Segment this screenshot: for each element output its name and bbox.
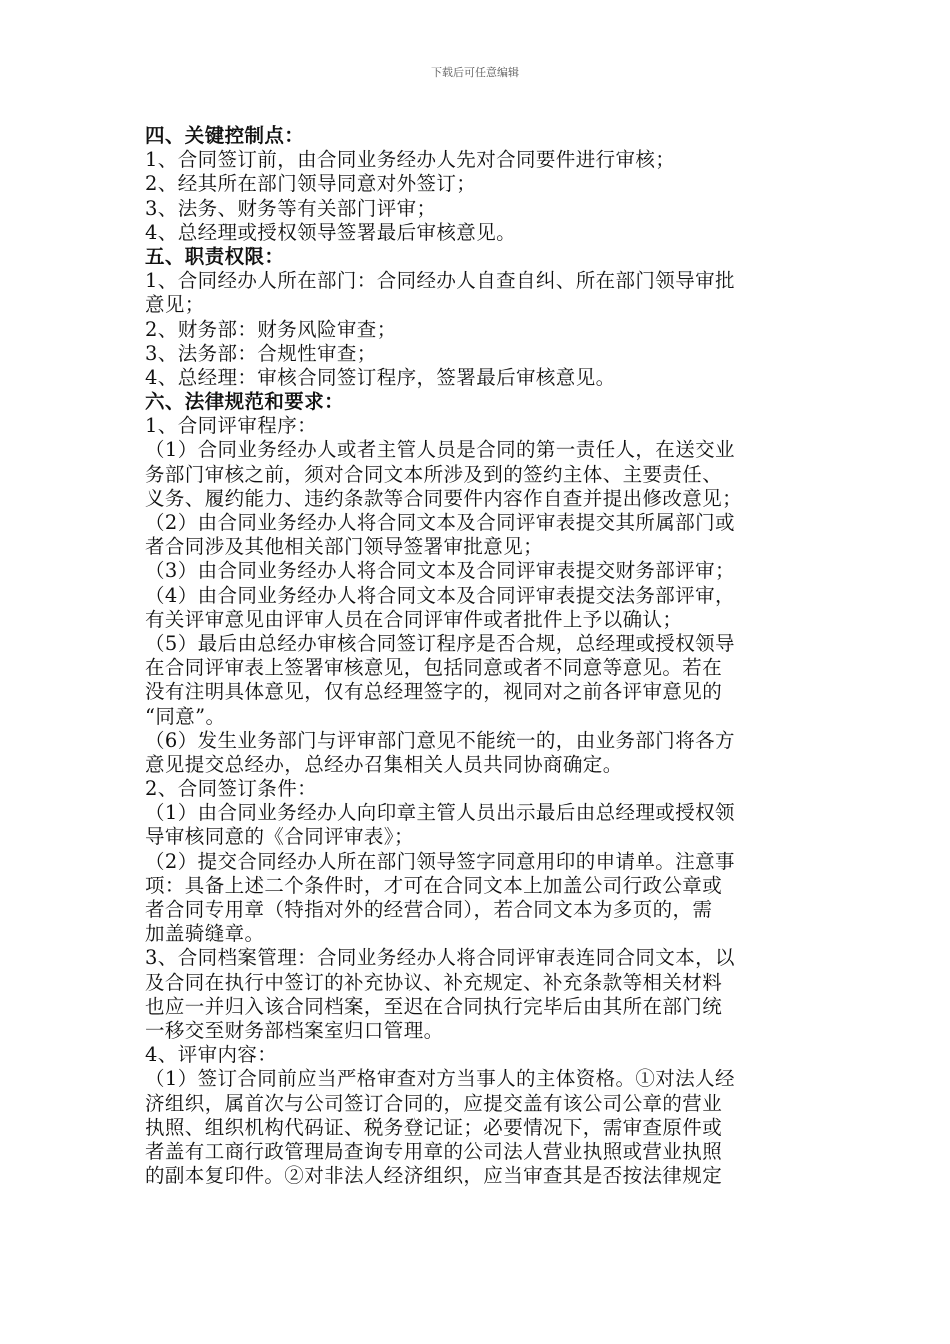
text-line: （3）由合同业务经办人将合同文本及合同评审表提交财务部评审； — [145, 559, 735, 583]
section-heading: 六、法律规范和要求： — [145, 390, 345, 414]
text-line: 执照、组织机构代码证、税务登记证；必要情况下，需审查原件或 — [145, 1115, 723, 1139]
text-line: 导审核同意的《合同评审表》； — [145, 825, 414, 849]
text-line: （1）签订合同前应当严格审查对方当事人的主体资格。①对法人经 — [145, 1067, 735, 1091]
text-line: 1、合同评审程序： — [145, 414, 318, 438]
text-line: （4）由合同业务经办人将合同文本及合同评审表提交法务部评审， — [145, 583, 735, 607]
text-line: 在合同评审表上签署审核意见，包括同意或者不同意等意见。若在 — [145, 656, 723, 680]
text-line: （2）由合同业务经办人将合同文本及合同评审表提交其所属部门或 — [145, 511, 735, 534]
text-line: “同意”。 — [145, 704, 226, 728]
text-line: 3、法务部：合规性审查； — [145, 341, 377, 365]
text-line: 4、评审内容： — [145, 1043, 278, 1067]
text-line: （1）合同业务经办人或者主管人员是合同的第一责任人，在送交业 — [145, 438, 735, 462]
text-line: 2、财务部：财务风险审查； — [145, 317, 397, 341]
text-line: （5）最后由总经办审核合同签订程序是否合规，总经理或授权领导 — [145, 631, 735, 655]
text-line: 义务、履约能力、违约条款等合同要件内容作自查并提出修改意见； — [145, 486, 743, 510]
text-line: 项：具备上述二个条件时，才可在合同文本上加盖公司行政公章或 — [145, 873, 723, 897]
text-line: 者合同涉及其他相关部门领导签署审批意见； — [145, 535, 544, 559]
text-line: 4、总经理：审核合同签订程序，签署最后审核意见。 — [145, 365, 616, 389]
text-line: 者合同专用章（特指对外的经营合同），若合同文本为多页的，需 — [145, 898, 713, 921]
section-heading: 五、职责权限： — [145, 244, 285, 268]
text-line: 济组织，属首次与公司签订合同的，应提交盖有该公司公章的营业 — [145, 1091, 723, 1115]
text-line: 加盖骑缝章。 — [145, 922, 265, 946]
text-line: 2、合同签订条件： — [145, 777, 318, 801]
text-line: 2、经其所在部门领导同意对外签订； — [145, 172, 477, 196]
text-line: 3、合同档案管理：合同业务经办人将合同评审表连同合同文本，以 — [145, 946, 735, 970]
text-line: 的副本复印件。②对非法人经济组织，应当审查其是否按法律规定 — [145, 1164, 723, 1188]
text-line: （6）发生业务部门与评审部门意见不能统一的，由业务部门将各方 — [145, 728, 735, 752]
text-line: （2）提交合同经办人所在部门领导签字同意用印的申请单。注意事 — [145, 849, 735, 873]
text-line: 3、法务、财务等有关部门评审； — [145, 196, 437, 220]
text-line: 一移交至财务部档案室归口管理。 — [145, 1018, 444, 1042]
text-line: 务部门审核之前，须对合同文本所涉及到的签约主体、主要责任、 — [145, 462, 723, 486]
text-line: （1）由合同业务经办人向印章主管人员出示最后由总经理或授权领 — [145, 801, 735, 825]
text-line: 4、总经理或授权领导签署最后审核意见。 — [145, 220, 517, 244]
text-line: 意见； — [145, 293, 205, 317]
text-line: 也应一并归入该合同档案，至迟在合同执行完毕后由其所在部门统 — [145, 994, 723, 1018]
text-line: 没有注明具体意见，仅有总经理签字的，视同对之前各评审意见的 — [145, 680, 723, 704]
text-line: 有关评审意见由评审人员在合同评审件或者批件上予以确认； — [145, 607, 683, 631]
text-line: 及合同在执行中签订的补充协议、补充规定、补充条款等相关材料 — [145, 970, 723, 994]
page-header: 下载后可任意编辑 — [431, 66, 519, 79]
document-body — [145, 124, 813, 1188]
text-line: 者盖有工商行政管理局查询专用章的公司法人营业执照或营业执照 — [145, 1139, 723, 1163]
text-line: 1、合同经办人所在部门：合同经办人自查自纠、所在部门领导审批 — [145, 269, 735, 293]
text-line: 意见提交总经办，总经办召集相关人员共同协商确定。 — [145, 752, 623, 776]
section-heading: 四、关键控制点： — [145, 124, 305, 147]
text-line: 1、合同签订前，由合同业务经办人先对合同要件进行审核； — [145, 148, 676, 172]
